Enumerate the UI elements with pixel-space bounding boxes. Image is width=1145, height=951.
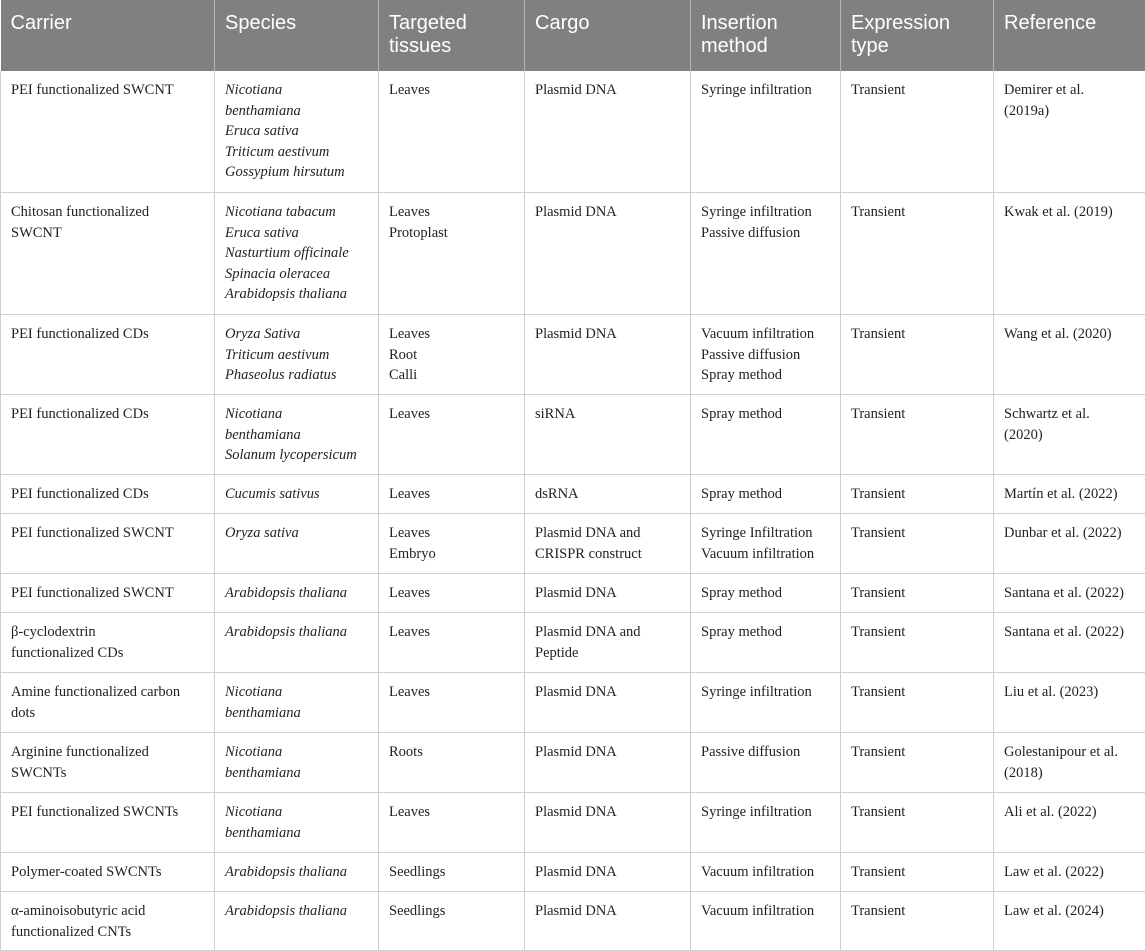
cell-species-line: Nicotiana	[225, 682, 368, 703]
cell-carrier-line: functionalized CNTs	[11, 922, 204, 943]
cell-cargo	[525, 793, 691, 853]
cell-insertion-method	[691, 853, 841, 892]
header-expression-type: Expression type	[841, 0, 994, 71]
cell-cargo-line: Plasmid DNA	[535, 742, 680, 763]
cell-targeted-tissues-line: Leaves	[389, 622, 514, 643]
cell-species-line: Nicotiana tabacum	[225, 202, 368, 223]
cell-reference	[994, 395, 1145, 475]
cell-insertion-method-line: Vacuum infiltration	[701, 901, 830, 922]
cell-insertion-method-line: Passive diffusion	[701, 345, 830, 366]
cell-species-line: benthamiana	[225, 703, 368, 724]
table-header	[1, 0, 1145, 71]
cell-species-line: Cucumis sativus	[225, 484, 368, 505]
cell-expression-type	[841, 193, 994, 315]
cell-insertion-method-line: Spray method	[701, 365, 830, 386]
cell-targeted-tissues	[379, 514, 525, 574]
cell-carrier-line: Amine functionalized carbon	[11, 682, 204, 703]
cell-carrier-line: Polymer-coated SWCNTs	[11, 862, 204, 883]
cell-expression-type	[841, 613, 994, 673]
table-row	[1, 315, 1145, 395]
cell-reference-line: Wang et al. (2020)	[1004, 324, 1135, 345]
table-row	[1, 574, 1145, 613]
cell-targeted-tissues-line: Leaves	[389, 682, 514, 703]
cell-species-line: benthamiana	[225, 101, 368, 122]
cell-reference-line: Santana et al. (2022)	[1004, 583, 1135, 604]
cell-cargo-line: Plasmid DNA	[535, 682, 680, 703]
header-reference: Reference	[994, 0, 1145, 71]
cell-cargo	[525, 613, 691, 673]
cell-reference	[994, 574, 1145, 613]
cell-insertion-method	[691, 315, 841, 395]
cell-reference	[994, 793, 1145, 853]
cell-carrier	[1, 574, 215, 613]
cell-reference	[994, 315, 1145, 395]
cell-cargo	[525, 574, 691, 613]
cell-carrier-line: functionalized CDs	[11, 643, 204, 664]
cell-reference-line: Law et al. (2024)	[1004, 901, 1135, 922]
cell-reference-line: Santana et al. (2022)	[1004, 622, 1135, 643]
cell-reference-line: Golestanipour et al.	[1004, 742, 1135, 763]
table-row	[1, 193, 1145, 315]
cell-carrier-line: dots	[11, 703, 204, 724]
cell-cargo-line: Plasmid DNA	[535, 583, 680, 604]
cell-targeted-tissues-line: Protoplast	[389, 223, 514, 244]
cell-reference-line: Schwartz et al.	[1004, 404, 1135, 425]
cell-expression-type-line: Transient	[851, 404, 983, 425]
cell-reference	[994, 892, 1145, 951]
cell-species-line: Arabidopsis thaliana	[225, 901, 368, 922]
cell-cargo-line: Peptide	[535, 643, 680, 664]
cell-reference-line: (2019a)	[1004, 101, 1135, 122]
cell-insertion-method-line: Spray method	[701, 583, 830, 604]
cell-insertion-method-line: Syringe infiltration	[701, 682, 830, 703]
cell-reference	[994, 853, 1145, 892]
cell-species-line: Spinacia oleracea	[225, 264, 368, 285]
cell-species	[215, 892, 379, 951]
cell-insertion-method	[691, 733, 841, 793]
cell-expression-type	[841, 395, 994, 475]
header-row	[1, 0, 1145, 71]
cell-expression-type-line: Transient	[851, 802, 983, 823]
cell-carrier	[1, 475, 215, 514]
cell-cargo-line: Plasmid DNA	[535, 901, 680, 922]
cell-cargo-line: siRNA	[535, 404, 680, 425]
cell-species	[215, 574, 379, 613]
table-row	[1, 395, 1145, 475]
cell-species	[215, 733, 379, 793]
cell-carrier-line: Chitosan functionalized	[11, 202, 204, 223]
cell-targeted-tissues	[379, 613, 525, 673]
cell-species-line: benthamiana	[225, 763, 368, 784]
cell-carrier	[1, 793, 215, 853]
cell-expression-type	[841, 475, 994, 514]
cell-insertion-method	[691, 613, 841, 673]
cell-expression-type-line: Transient	[851, 583, 983, 604]
cell-reference	[994, 193, 1145, 315]
cell-species	[215, 315, 379, 395]
table-row	[1, 475, 1145, 514]
cell-expression-type-line: Transient	[851, 901, 983, 922]
cell-cargo	[525, 193, 691, 315]
cell-reference-line: (2020)	[1004, 425, 1135, 446]
cell-insertion-method-line: Vacuum infiltration	[701, 862, 830, 883]
cell-expression-type-line: Transient	[851, 682, 983, 703]
cell-species	[215, 395, 379, 475]
cell-carrier	[1, 315, 215, 395]
cell-reference-line: Liu et al. (2023)	[1004, 682, 1135, 703]
cell-cargo	[525, 853, 691, 892]
cell-carrier-line: PEI functionalized CDs	[11, 324, 204, 345]
cell-cargo-line: Plasmid DNA	[535, 80, 680, 101]
cell-carrier	[1, 71, 215, 193]
cell-species-line: Nicotiana	[225, 802, 368, 823]
cell-carrier-line: PEI functionalized CDs	[11, 404, 204, 425]
cell-reference	[994, 514, 1145, 574]
cell-carrier	[1, 853, 215, 892]
cell-carrier-line: Arginine functionalized	[11, 742, 204, 763]
cell-carrier-line: PEI functionalized SWCNT	[11, 583, 204, 604]
cell-targeted-tissues-line: Leaves	[389, 324, 514, 345]
cell-reference	[994, 733, 1145, 793]
cell-insertion-method	[691, 193, 841, 315]
cell-carrier	[1, 892, 215, 951]
cell-species-line: Nicotiana	[225, 80, 368, 101]
cell-species-line: Phaseolus radiatus	[225, 365, 368, 386]
cell-insertion-method	[691, 71, 841, 193]
cell-cargo	[525, 71, 691, 193]
cell-targeted-tissues-line: Embryo	[389, 544, 514, 565]
cell-targeted-tissues-line: Seedlings	[389, 862, 514, 883]
cell-targeted-tissues	[379, 892, 525, 951]
cell-insertion-method-line: Spray method	[701, 484, 830, 505]
cell-cargo-line: CRISPR construct	[535, 544, 680, 565]
cell-species	[215, 514, 379, 574]
cell-cargo	[525, 892, 691, 951]
cell-reference-line: Demirer et al.	[1004, 80, 1135, 101]
cell-insertion-method-line: Syringe infiltration	[701, 802, 830, 823]
cell-expression-type	[841, 673, 994, 733]
cell-insertion-method-line: Spray method	[701, 404, 830, 425]
cell-insertion-method	[691, 514, 841, 574]
cell-carrier-line: SWCNT	[11, 223, 204, 244]
cell-species-line: Nasturtium officinale	[225, 243, 368, 264]
cell-targeted-tissues	[379, 793, 525, 853]
cell-targeted-tissues	[379, 395, 525, 475]
cell-insertion-method	[691, 475, 841, 514]
cell-expression-type-line: Transient	[851, 80, 983, 101]
cell-species	[215, 613, 379, 673]
cell-species-line: Nicotiana	[225, 742, 368, 763]
cell-expression-type	[841, 892, 994, 951]
cell-expression-type	[841, 71, 994, 193]
cell-insertion-method	[691, 793, 841, 853]
cell-cargo-line: Plasmid DNA and	[535, 622, 680, 643]
cell-carrier	[1, 613, 215, 673]
table-row	[1, 673, 1145, 733]
cell-expression-type	[841, 574, 994, 613]
cell-expression-type-line: Transient	[851, 484, 983, 505]
cell-carrier-line: PEI functionalized CDs	[11, 484, 204, 505]
cell-insertion-method-line: Spray method	[701, 622, 830, 643]
table-row	[1, 892, 1145, 951]
cell-insertion-method-line: Vacuum infiltration	[701, 324, 830, 345]
cell-species-line: Eruca sativa	[225, 121, 368, 142]
cell-targeted-tissues-line: Leaves	[389, 80, 514, 101]
cell-targeted-tissues	[379, 853, 525, 892]
cell-species-line: Eruca sativa	[225, 223, 368, 244]
cell-insertion-method	[691, 673, 841, 733]
cell-reference-line: Law et al. (2022)	[1004, 862, 1135, 883]
cell-reference-line: Kwak et al. (2019)	[1004, 202, 1135, 223]
cell-cargo-line: Plasmid DNA and	[535, 523, 680, 544]
cell-expression-type-line: Transient	[851, 324, 983, 345]
cell-insertion-method	[691, 395, 841, 475]
cell-targeted-tissues	[379, 574, 525, 613]
cell-carrier-line: SWCNTs	[11, 763, 204, 784]
cell-targeted-tissues-line: Leaves	[389, 202, 514, 223]
cell-carrier-line: PEI functionalized SWCNTs	[11, 802, 204, 823]
cell-reference-line: (2018)	[1004, 763, 1135, 784]
header-carrier: Carrier	[1, 0, 215, 71]
cell-species	[215, 793, 379, 853]
cell-carrier	[1, 193, 215, 315]
cell-reference	[994, 71, 1145, 193]
cell-targeted-tissues-line: Leaves	[389, 484, 514, 505]
cell-cargo	[525, 395, 691, 475]
cell-reference	[994, 673, 1145, 733]
cell-cargo-line: Plasmid DNA	[535, 862, 680, 883]
cell-species	[215, 475, 379, 514]
cell-targeted-tissues	[379, 673, 525, 733]
cell-carrier-line: PEI functionalized SWCNT	[11, 80, 204, 101]
cell-species	[215, 71, 379, 193]
cell-species-line: Oryza sativa	[225, 523, 368, 544]
cell-reference	[994, 475, 1145, 514]
cell-expression-type	[841, 793, 994, 853]
cell-species-line: Triticum aestivum	[225, 142, 368, 163]
cell-targeted-tissues	[379, 733, 525, 793]
cell-targeted-tissues-line: Roots	[389, 742, 514, 763]
cell-cargo	[525, 315, 691, 395]
cell-species	[215, 193, 379, 315]
table-row	[1, 793, 1145, 853]
cell-species-line: Arabidopsis thaliana	[225, 583, 368, 604]
cell-carrier	[1, 733, 215, 793]
cell-carrier-line: α-aminoisobutyric acid	[11, 901, 204, 922]
cell-carrier	[1, 673, 215, 733]
cell-carrier-line: β-cyclodextrin	[11, 622, 204, 643]
cell-targeted-tissues	[379, 475, 525, 514]
header-targeted-tissues: Targeted tissues	[379, 0, 525, 71]
cell-targeted-tissues	[379, 193, 525, 315]
cell-targeted-tissues	[379, 315, 525, 395]
cell-insertion-method	[691, 574, 841, 613]
table-row	[1, 733, 1145, 793]
cell-cargo-line: Plasmid DNA	[535, 202, 680, 223]
cell-expression-type	[841, 514, 994, 574]
cell-cargo	[525, 475, 691, 514]
cell-insertion-method-line: Syringe infiltration	[701, 80, 830, 101]
table-body	[1, 71, 1145, 951]
cell-carrier	[1, 514, 215, 574]
cell-targeted-tissues-line: Leaves	[389, 802, 514, 823]
cell-expression-type-line: Transient	[851, 862, 983, 883]
cell-targeted-tissues-line: Leaves	[389, 583, 514, 604]
cell-reference	[994, 613, 1145, 673]
cell-reference-line: Dunbar et al. (2022)	[1004, 523, 1135, 544]
header-cargo: Cargo	[525, 0, 691, 71]
cell-targeted-tissues	[379, 71, 525, 193]
cell-expression-type-line: Transient	[851, 202, 983, 223]
cell-species	[215, 673, 379, 733]
cell-species	[215, 853, 379, 892]
cell-species-line: Oryza Sativa	[225, 324, 368, 345]
cell-targeted-tissues-line: Calli	[389, 365, 514, 386]
cell-species-line: benthamiana	[225, 425, 368, 446]
cell-species-line: Arabidopsis thaliana	[225, 862, 368, 883]
cell-carrier	[1, 395, 215, 475]
cell-expression-type	[841, 733, 994, 793]
cell-cargo	[525, 673, 691, 733]
table-row	[1, 514, 1145, 574]
cell-targeted-tissues-line: Root	[389, 345, 514, 366]
cell-targeted-tissues-line: Leaves	[389, 404, 514, 425]
header-species: Species	[215, 0, 379, 71]
table-row	[1, 71, 1145, 193]
cell-cargo-line: Plasmid DNA	[535, 324, 680, 345]
cell-cargo	[525, 733, 691, 793]
cell-species-line: Gossypium hirsutum	[225, 162, 368, 183]
cell-expression-type-line: Transient	[851, 742, 983, 763]
cell-insertion-method-line: Passive diffusion	[701, 223, 830, 244]
cell-expression-type-line: Transient	[851, 622, 983, 643]
cell-species-line: Arabidopsis thaliana	[225, 622, 368, 643]
header-insertion-method: Insertion method	[691, 0, 841, 71]
cell-cargo-line: Plasmid DNA	[535, 802, 680, 823]
cell-expression-type-line: Transient	[851, 523, 983, 544]
cell-species-line: Triticum aestivum	[225, 345, 368, 366]
cell-species-line: benthamiana	[225, 823, 368, 844]
cell-species-line: Solanum lycopersicum	[225, 445, 368, 466]
cell-species-line: Arabidopsis thaliana	[225, 284, 368, 305]
cell-species-line: Nicotiana	[225, 404, 368, 425]
cell-reference-line: Martín et al. (2022)	[1004, 484, 1135, 505]
cell-expression-type	[841, 315, 994, 395]
cell-insertion-method-line: Syringe Infiltration	[701, 523, 830, 544]
cell-cargo	[525, 514, 691, 574]
cell-insertion-method	[691, 892, 841, 951]
table-row	[1, 853, 1145, 892]
cell-targeted-tissues-line: Seedlings	[389, 901, 514, 922]
cell-insertion-method-line: Syringe infiltration	[701, 202, 830, 223]
cell-insertion-method-line: Passive diffusion	[701, 742, 830, 763]
cell-cargo-line: dsRNA	[535, 484, 680, 505]
cell-carrier-line: PEI functionalized SWCNT	[11, 523, 204, 544]
cell-reference-line: Ali et al. (2022)	[1004, 802, 1135, 823]
cell-insertion-method-line: Vacuum infiltration	[701, 544, 830, 565]
table-row	[1, 613, 1145, 673]
cell-expression-type	[841, 853, 994, 892]
cell-targeted-tissues-line: Leaves	[389, 523, 514, 544]
